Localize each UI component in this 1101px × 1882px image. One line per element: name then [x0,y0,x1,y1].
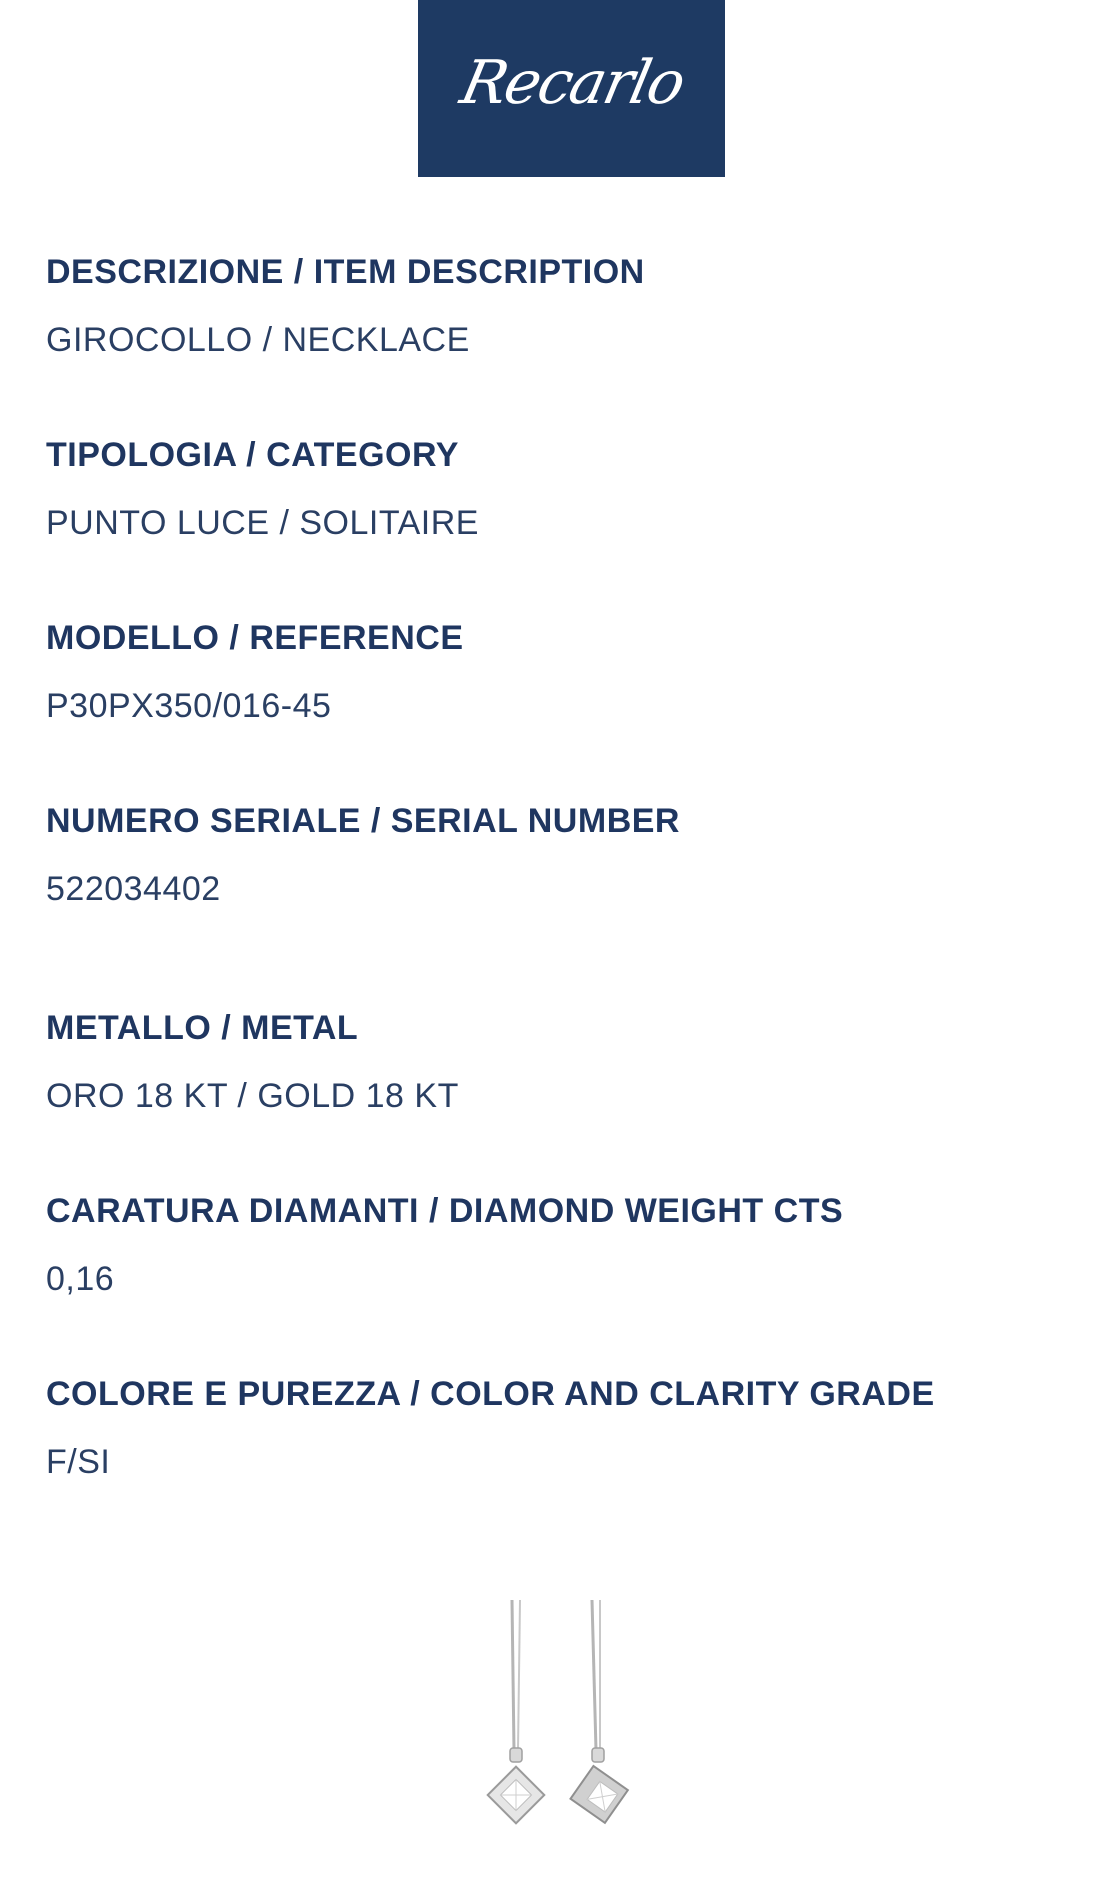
necklace-icon [470,1600,670,1830]
field-diamond-weight [46,1191,843,1299]
field-value: ORO 18 KT / GOLD 18 KT [46,1077,459,1115]
field-label: TIPOLOGIA / CATEGORY [46,436,459,474]
field-item-description [46,252,645,360]
field-reference [46,618,464,726]
field-label: MODELLO / REFERENCE [46,619,464,657]
field-value: PUNTO LUCE / SOLITAIRE [46,504,479,542]
field-value: 522034402 [46,870,221,908]
necklace-pendants-image [470,1600,670,1830]
field-serial-number [46,801,680,909]
field-metal [46,1008,459,1116]
field-value: F/SI [46,1443,111,1481]
field-label: COLORE E PUREZZA / COLOR AND CLARITY GRADE [46,1375,935,1413]
brand-logo-text: Recarlo [455,47,691,118]
field-label: NUMERO SERIALE / SERIAL NUMBER [46,802,680,840]
field-value: P30PX350/016-45 [46,687,332,725]
field-label: METALLO / METAL [46,1009,359,1047]
field-value: 0,16 [46,1260,115,1298]
brand-logo [418,0,725,177]
field-category [46,435,479,543]
field-color-clarity [46,1374,935,1482]
field-label: CARATURA DIAMANTI / DIAMOND WEIGHT CTS [46,1192,844,1230]
field-label: DESCRIZIONE / ITEM DESCRIPTION [46,253,645,291]
field-value: GIROCOLLO / NECKLACE [46,321,470,359]
